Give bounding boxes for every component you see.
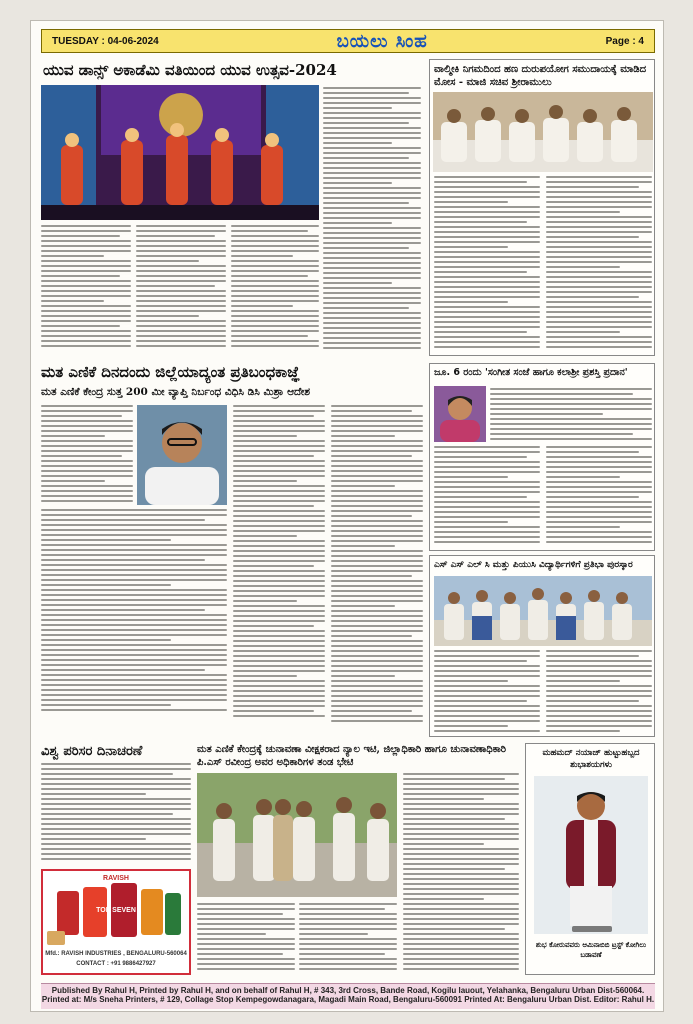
newspaper-page [30,20,664,1012]
sslc-felicitation-photo [434,576,652,646]
youth-festival-text-col1 [41,225,131,350]
person-portrait-image [534,776,648,934]
imprint-footer [41,983,655,1009]
advert-brand: RAVISH [103,875,129,882]
youth-festival-text-col2 [136,225,226,350]
counting-visit-text-col1 [197,903,295,973]
page-number: Page : 4 [605,35,644,47]
advert-manufacturer: Mfd.: RAVISH INDUSTRIES , BENGALURU-560064 [45,951,187,957]
dc-portrait-photo [137,405,227,505]
birthday-caption: ಶುಭ ಕೋರುವವರು ಆಮಿನಾಬಿಬಿ ಟ್ರಸ್ಟ್ ಕೋಗಿಲು ಬಡಾವಣೆ [535,941,647,959]
prohibition-text-col1-bottom [41,509,227,714]
subhead-prohibition: ಮತ ಎಣಿಕೆ ಕೇಂದ್ರ ಸುತ್ತ 200 ಮೀ ವ್ಯಾಪ್ತಿ ನಿರ್ಬಂಧ ವಿಧಿಸಿ ಡಿಸಿ ಮಿಶ್ರಾ ಆದೇಶ [41,386,311,398]
valmiki-text-col1 [434,176,540,351]
imprint-line-1: Published By Rahul H, Printed by Rahul H, and on behalf of Rahul H, # 343, 3rd Cross, Bande Road, Kogilu lauout, Yelahanka, Bengaluru Urban Dist-560064. [51,986,645,995]
story-valmiki [429,59,655,356]
advert-product: TOP SEVEN [96,907,136,914]
headline-birthday: ಮಹಮದ್ ನಯಾಜ್ ಹುಟ್ಟುಹಬ್ಬದ ಶುಭಾಶಯಗಳು [542,748,640,770]
story-birthday [525,743,655,975]
artist-portrait-image [434,386,486,442]
prohibition-text-col1-top [41,405,133,505]
story-sslc [429,555,655,737]
counting-visit-text-col2 [299,903,397,973]
birthday-portrait-photo [534,776,648,934]
paper-title: ಬಯಲು ಸಿಂಹ [336,30,428,52]
headline-prohibition: ಮತ ಎಣಿಕೆ ದಿನದಂದು ಜಿಲ್ಲೆಯಾದ್ಯಂತ ಪ್ರತಿಬಂಧಕಾಜ್ಞೆ [41,363,300,381]
story-environment [41,743,191,975]
story-counting-visit [197,743,519,975]
counting-visit-photo [197,773,397,897]
ravish-advert [41,869,191,975]
masthead [41,29,655,53]
headline-sslc: ಎಸ್ ಎಸ್ ಎಲ್ ಸಿ ಮತ್ತು ಪಿಯುಸಿ ವಿದ್ಯಾರ್ಥಿಗಳಿಗೆ ಪ್ರತಿಭಾ ಪುರಸ್ಕಾರ [434,560,633,570]
story-youth-festival [41,59,423,356]
award-text-top [490,388,652,443]
headline-youth-festival: ಯುವ ಡಾನ್ಸ್ ಅಕಾಡೆಮಿ ವತಿಯಿಂದ ಯುವ ಉತ್ಸವ-2024 [43,61,337,79]
advert-contact: CONTACT : +91 9886427927 [76,961,156,967]
issue-date: TUESDAY : 04-06-2024 [52,35,159,47]
sslc-text-col2 [546,650,652,735]
official-portrait-image [137,405,227,505]
headline-environment: ವಿಶ್ವ ಪರಿಸರ ದಿನಾಚರಣೆ [41,744,143,759]
press-meet-image [433,92,653,172]
award-text-col2 [546,446,652,546]
youth-festival-text-col3 [231,225,319,350]
dance-stage-image [41,85,319,220]
youth-festival-text-right [323,87,421,352]
counting-visit-text-right [403,773,519,973]
headline-valmiki: ವಾಲ್ಮೀಕಿ ನಿಗಮದಿಂದ ಹಣ ದುರುಪಯೋಗ ಸಮುದಾಯಕ್ಕೆ ಮಾಡಿದ ಮೋಸ - ಮಾಜಿ ಸಚಿವ ಶ್ರೀರಾಮುಲು [434,64,647,88]
officials-visit-image [197,773,397,897]
imprint-line-2: Printed at: M/s Sneha Printers, # 129, Collage Stop Kempegowdanagara, Magadi Main Road, Bengaluru-560091 Printed At: Bengaluru Urban Dist. Editor: Rahul H. [41,995,655,1004]
prohibition-text-col3 [331,405,423,725]
story-prohibition [41,363,423,738]
award-text-col1 [434,446,540,546]
sslc-text-col1 [434,650,540,735]
environment-text [41,763,191,863]
youth-festival-photo [41,85,319,220]
headline-award: ಜೂ. 6 ರಂದು 'ಸಂಗೀತ ಸಂಜೆ ಹಾಗೂ ಕಲಾಶ್ರೀ ಪ್ರಶಸ್ತಿ ಪ್ರದಾನ' [434,367,628,378]
valmiki-text-col2 [546,176,652,351]
prohibition-text-col2 [233,405,325,720]
headline-counting-visit: ಮತ ಎಣಿಕೆ ಕೇಂದ್ರಕ್ಕೆ ಚುನಾವಣಾ ವೀಕ್ಷಕರಾದ ನ್ಯಾಲ ಇಟಿ, ಜಿಲ್ಲಾಧಿಕಾರಿ ಹಾಗೂ ಚುನಾವಣಾಧಿಕಾರಿ ಪಿ.ಎಸ್ ರವೀಂದ್ರ ಅವರ ಅಧಿಕಾರಿಗಳ ತಂಡ ಭೇಟಿ [197,744,507,768]
story-award [429,363,655,551]
students-group-image [434,576,652,646]
award-artist-photo [434,386,486,442]
valmiki-press-photo [433,92,653,172]
